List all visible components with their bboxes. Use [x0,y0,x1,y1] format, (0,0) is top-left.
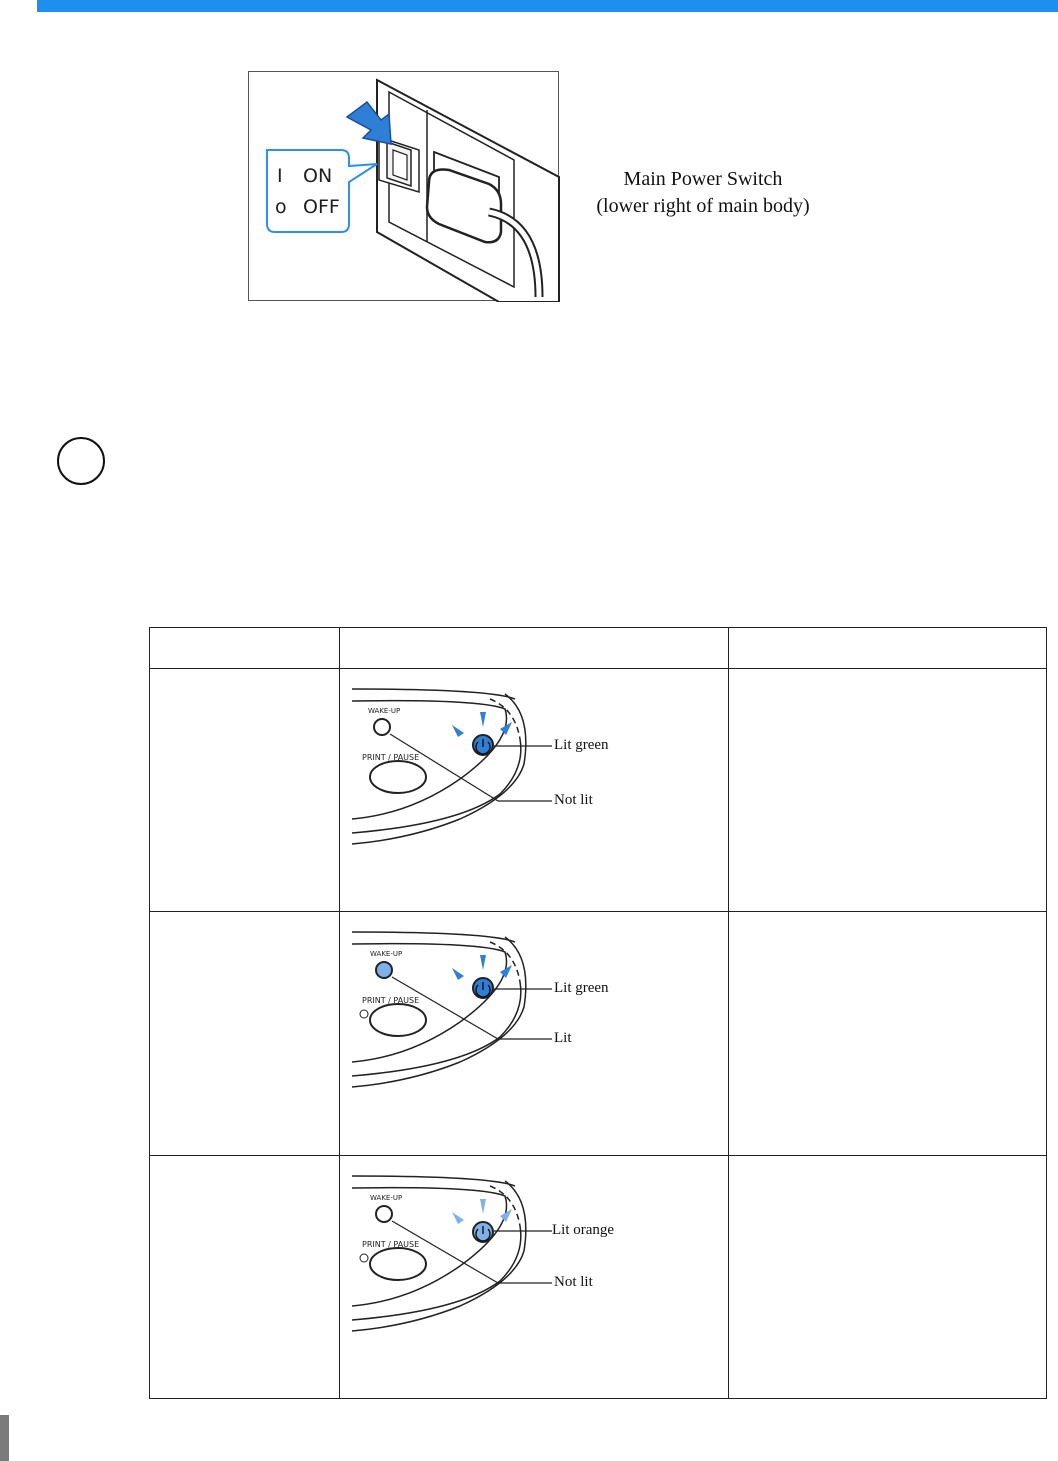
header-accent-bar [37,0,1058,12]
control-panel-drawing [340,912,728,1152]
table-header-cell [150,628,340,669]
on-symbol: I [277,165,283,187]
page-edge-tab [0,1415,9,1461]
power-switch-illustration [248,71,559,301]
wake-up-label: WAKE-UP [368,707,401,715]
table-row [150,669,1047,912]
power-lamp-callout: Lit green [554,737,609,753]
power-switch-drawing [249,72,560,302]
panel-cell [340,912,729,1155]
description-cell [729,669,1047,912]
description-cell [729,1155,1047,1398]
status-cell [150,1155,340,1398]
print-pause-label: PRINT / PAUSE [362,1239,420,1249]
caption-line-2: (lower right of main body) [596,195,810,217]
power-lamp-callout: Lit orange [552,1221,615,1238]
control-panel-illustration [340,912,728,1152]
description-cell [729,912,1047,1155]
wake-up-label: WAKE-UP [370,950,403,959]
off-label: OFF [303,196,340,218]
off-symbol: o [275,196,287,218]
status-cell [150,669,340,912]
panel-cell [340,1155,729,1398]
figure-caption [574,166,832,220]
caption-line-1: Main Power Switch [623,168,783,190]
wake-up-label: WAKE-UP [370,1193,403,1202]
table-header-row [150,628,1047,669]
control-panel-illustration [340,669,728,909]
table-header-cell [340,628,729,669]
on-label: ON [303,165,333,187]
lamp-status-table [149,627,1046,1399]
panel-cell [340,669,729,912]
table-row [150,912,1047,1155]
control-panel-illustration [340,1156,728,1396]
control-panel-drawing [340,1156,728,1396]
control-panel-drawing [340,669,728,909]
power-lamp-callout: Lit green [554,980,609,997]
note-circle-icon [57,437,105,485]
print-pause-label: PRINT / PAUSE [362,753,420,762]
status-cell [150,912,340,1155]
wake-up-lamp-callout: Not lit [554,1273,593,1290]
table-header-cell [729,628,1047,669]
wake-up-lamp-callout: Lit [554,1030,572,1047]
table-row [150,1155,1047,1398]
wake-up-lamp-callout: Not lit [554,792,593,808]
print-pause-label: PRINT / PAUSE [362,996,420,1006]
